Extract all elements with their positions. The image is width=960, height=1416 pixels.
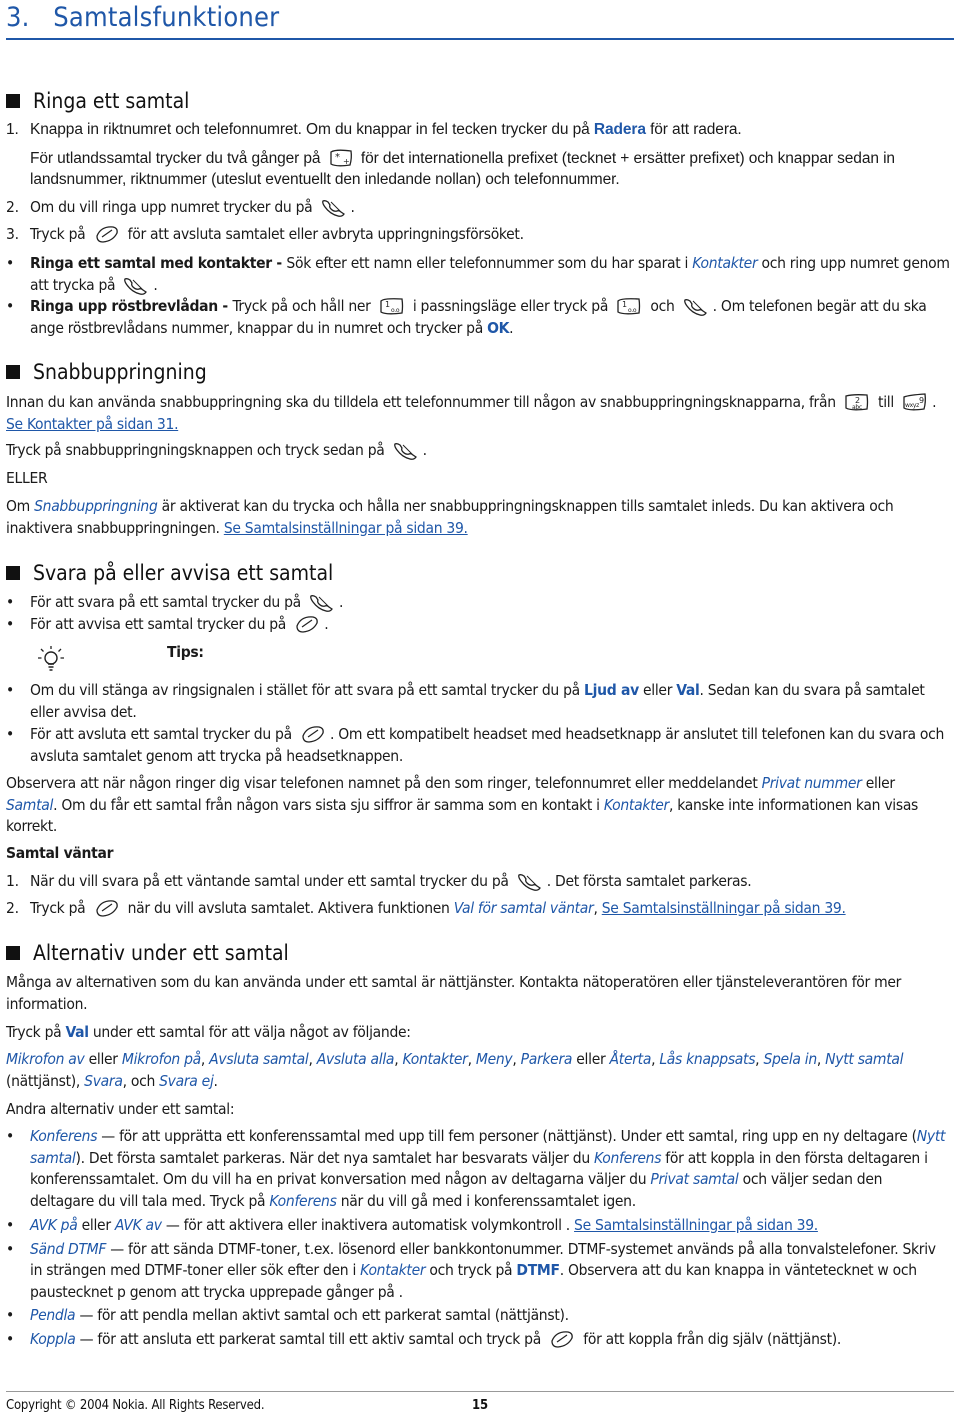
ringa-steps <box>6 119 950 191</box>
option-avk: • AVK på eller AVK av — för att aktivera eller inaktivera automatisk volymkontroll . Se Samtalsinställningar på sidan 39. <box>6 1216 818 1234</box>
svg-text:abc: abc <box>851 404 862 411</box>
alt-bullets <box>6 1126 950 1350</box>
option-name: Lås knappsats <box>659 1050 756 1068</box>
snabb-eller: ELLER <box>6 469 48 487</box>
section-heading-snabb: Snabbuppringning <box>6 359 950 385</box>
two-key-icon <box>843 392 871 412</box>
svg-text:*: * <box>334 151 340 163</box>
option-name: Nytt samtal <box>825 1050 904 1068</box>
vantar-step-2: 2. Tryck på när du vill avsluta samtalet. Aktivera funktionen Val för samtal väntar, Se Samtalsinställningar på sidan 39. <box>6 899 846 917</box>
option-separator: . <box>213 1071 218 1090</box>
option-separator: eller <box>572 1050 610 1068</box>
heading-square-icon <box>6 365 20 379</box>
option-name: Mikrofon på <box>121 1050 201 1068</box>
footer-rule <box>6 1391 954 1392</box>
footer-copyright: Copyright © 2004 Nokia. All Rights Reserved. <box>6 1398 265 1413</box>
star-key-icon <box>328 148 354 168</box>
option-konferens: • Konferens — för att upprätta ett konferenssamtal med upp till fem personer (nättjänst). Under ett samtal, ring upp en ny deltagare (Nytt samtal). Det första samtalet parkeras. När det nya samtalet har besvarats väljer du Konferens för att koppla in den första deltagaren i konferenssamtalet. Om du vill ha en privat konversation med någon av deltagarna väljer du Privat samtal och väljer sedan den deltagare du vill tala med. Tryck på Konferens när du vill gå med i konferenssamtalet igen. <box>6 1127 946 1210</box>
option-separator: , <box>200 1050 210 1068</box>
option-pendla: • Pendla — för att pendla mellan aktivt samtal och ett parkerat samtal (nättjänst). <box>6 1306 569 1324</box>
option-separator: , <box>308 1050 317 1068</box>
subheading-samtal-vantar: Samtal väntar <box>6 844 114 862</box>
heading-square-icon <box>6 94 20 108</box>
link-kontakter[interactable]: Se Kontakter på sidan 31. <box>6 414 179 433</box>
section-heading-svara: Svara på eller avvisa ett samtal <box>6 560 950 586</box>
option-name: Avsluta alla <box>316 1050 395 1068</box>
call-key-icon <box>392 440 420 460</box>
svg-text:+: + <box>342 156 350 166</box>
step-1: 1. Knappa in riktnumret och telefonnumret. Om du knappar in fel tecken trycker du på Radera för att radera. <box>6 121 742 138</box>
section-heading-ringa: Ringa ett samtal <box>6 88 950 114</box>
option-separator: , och <box>122 1071 160 1090</box>
snabb-para-2: Tryck på snabbuppringningsknappen och tryck sedan på . <box>6 441 427 459</box>
option-separator: , <box>394 1050 403 1068</box>
alt-options-list <box>6 1049 950 1092</box>
tips-label: Tips: <box>167 643 204 661</box>
option-name: Meny <box>475 1050 513 1068</box>
option-separator: , <box>816 1050 826 1068</box>
end-key-icon <box>548 1329 576 1349</box>
option-name: Svara <box>84 1071 123 1090</box>
page-number: 15 <box>472 1398 488 1413</box>
svara-observera: Observera att när någon ringer dig visar telefonen namnet på den som ringer, telefonnumret eller meddelandet Privat nummer eller Samtal. Om du får ett samtal från någon vars sista sju siffror är samma som en kontakt i Kontakter, kanske inte informationen kan visas korrekt. <box>6 774 919 835</box>
snabb-para-4: Om Snabbuppringning är aktiverat kan du trycka och hålla ner snabbuppringningsknappen tills samtalet inleds. Du kan aktivera och inaktivera snabbuppringningen. Se Samtalsinställningar på sidan 39. <box>6 497 894 537</box>
svara-bullets: • För att svara på ett samtal trycker du på . • För att avvisa ett samtal trycker du på . <box>6 593 344 633</box>
option-separator: eller <box>84 1050 122 1068</box>
step-3: 3. Tryck på för att avsluta samtalet eller avbryta uppringningsförsöket. <box>6 225 524 243</box>
svg-text:9: 9 <box>919 396 924 405</box>
tips-bullets: • Om du vill stänga av ringsignalen i stället för att svara på ett samtal trycker du på Ljud av eller Val. Sedan kan du svara på samtalet eller avvisa det. • För att avsluta ett samtal trycker du på . Om ett kompatibelt headset med headsetknapp är anslutet till telefonen kan du svara och avsluta samtalet genom att trycka på headsetknappen. <box>6 681 945 765</box>
svg-text:wxyz: wxyz <box>905 402 920 409</box>
tips-bulb-icon <box>36 644 66 681</box>
call-key-icon <box>320 197 348 217</box>
bullet-kontakter: • Ringa ett samtal med kontakter - Sök efter ett namn eller telefonnummer som du har sparat i Kontakter och ring upp numret genom att trycka på . <box>6 254 950 294</box>
option-separator: (nättjänst), <box>6 1071 85 1090</box>
end-key-icon <box>293 614 321 634</box>
svg-text:1: 1 <box>622 300 628 309</box>
call-key-icon <box>308 592 336 612</box>
option-name: Mikrofon av <box>6 1050 85 1068</box>
heading-square-icon <box>6 566 20 580</box>
option-separator: , <box>755 1050 764 1068</box>
option-name: Återta <box>609 1050 652 1068</box>
link-samtalsinstallningar-2[interactable]: Se Samtalsinställningar på sidan 39. <box>601 899 846 917</box>
option-name: Kontakter <box>402 1050 468 1068</box>
alt-para-2: Tryck på Val under ett samtal för att välja något av följande: <box>6 1023 411 1041</box>
alt-para-3: Andra alternativ under ett samtal: <box>6 1100 235 1118</box>
svg-text:o.o: o.o <box>390 307 399 314</box>
tips-box <box>6 642 950 678</box>
chapter-title: 3. Samtalsfunktioner <box>6 2 280 33</box>
svg-text:1: 1 <box>384 300 390 309</box>
vantar-step-1: 1. När du vill svara på ett väntande samtal under ett samtal trycker du på . Det första samtalet parkeras. <box>6 872 752 890</box>
call-key-icon <box>682 296 710 316</box>
alt-para-1: Många av alternativen som du kan använda under ett samtal är nättjänster. Kontakta nätoperatören eller tjänsteleverantören för mer information. <box>6 973 902 1013</box>
option-dtmf: • Sänd DTMF — för att sända DTMF-toner, t.ex. lösenord eller bankkontonummer. DTMF-systemet används på alla tonvalstelefoner. Skriv in strängen med DTMF-toner eller sök efter den i Kontakter och tryck på DTMF. Observera att du kan knappa in väntetecknet w och paustecknet p genom att trycka upprepade gånger på . <box>6 1239 936 1301</box>
call-key-icon <box>122 275 150 295</box>
step-1-cont: För utlandssamtal trycker du två gånger på * + för det internationella prefixet (tecknet + ersätter prefixet) och knappar sedan in landsnummer, riktnummer (uteslut eventuellt den inledande nollan) och telefonnummer. <box>30 149 895 188</box>
one-key-icon <box>378 296 406 316</box>
svg-text:o.o: o.o <box>628 307 637 314</box>
end-key-icon <box>93 224 121 244</box>
link-samtalsinstallningar-3[interactable]: Se Samtalsinställningar på sidan 39. <box>574 1216 818 1234</box>
call-key-icon <box>516 871 544 891</box>
option-separator: , <box>651 1050 660 1068</box>
heading-square-icon <box>6 946 20 960</box>
option-separator: , <box>467 1050 476 1068</box>
snabb-para-1: Innan du kan använda snabbuppringning ska du tilldela ett telefonnummer till någon av snabbuppringningsknapparna, från 2 abc till 9 wxyz . Se Kontakter på sidan 31. <box>6 393 937 433</box>
one-key-icon <box>615 296 643 316</box>
nine-key-icon <box>901 392 929 412</box>
option-name: Spela in <box>763 1050 817 1068</box>
link-samtalsinstallningar[interactable]: Se Samtalsinställningar på sidan 39. <box>223 518 468 537</box>
end-key-icon <box>93 898 121 918</box>
svg-text:2: 2 <box>854 396 860 405</box>
section-heading-alt: Alternativ under ett samtal <box>6 940 950 966</box>
option-separator: , <box>512 1050 521 1068</box>
end-key-icon <box>299 724 327 744</box>
softkey-radera: Radera <box>593 121 646 138</box>
option-name: Parkera <box>520 1050 573 1068</box>
option-name: Avsluta samtal <box>209 1050 309 1068</box>
bullet-rostbrevlada: • Ringa upp röstbrevlådan - Tryck på och håll ner 1 o.o i passningsläge eller tryck på 1 o.o och . Om telefonen begär att du ska ange röstbrevlådans nummer, knappar du in numret och trycker på OK. <box>6 297 927 337</box>
step-2: 2. Om du vill ringa upp numret trycker du på . <box>6 198 355 216</box>
option-name: Svara ej <box>159 1071 214 1090</box>
chapter-rule <box>6 38 954 40</box>
option-koppla: • Koppla — för att ansluta ett parkerat samtal till ett aktiv samtal och tryck på för att koppla från dig själv (nättjänst). <box>6 1329 842 1348</box>
